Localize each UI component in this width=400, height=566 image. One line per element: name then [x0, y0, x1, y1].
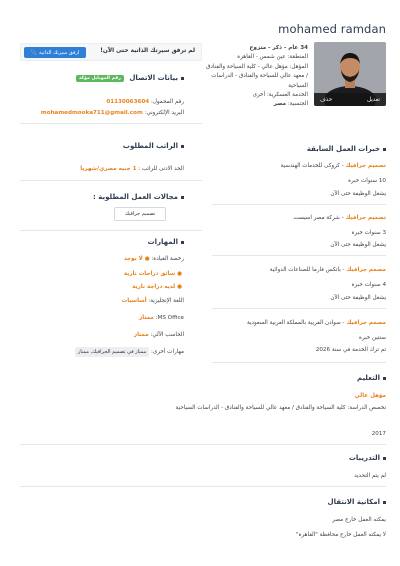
phone-verified-badge: رقم الموبايل مؤكد	[76, 75, 124, 82]
experience-item-4: مصمم جرافيك - سوادن الفريبة بالمملكة العربية السعودية	[246, 320, 386, 326]
owns-motorbike-row: ● لديه دراجة نارية	[132, 284, 182, 290]
education-degree: مؤهل عالي	[354, 393, 386, 399]
job-field-tag: تصميم جرافيك	[114, 207, 166, 221]
experience-item-3: مصمم جرافيك - باتكس فارما للصناعات الدوائية	[269, 267, 386, 273]
salary-row: الحد الادنى للراتب : 1 جنيه مصري/شهريا	[80, 166, 184, 172]
computer-row: الحاسب الآلي: ممتاز	[133, 332, 184, 338]
trainings-value: لم يتم التحديد	[354, 473, 386, 479]
trainings-section-title: التدريبات	[349, 454, 386, 462]
cv-missing-text: لم ترفق سيرتك الذاتية حتى الآن!	[100, 48, 195, 54]
square-bullet-icon	[383, 148, 386, 151]
square-bullet-icon	[383, 377, 386, 380]
english-row: اللغة الإنجليزية: أساسيات	[121, 298, 184, 304]
motorbike-driver-row: ● سائق دراجات نارية	[123, 271, 182, 277]
square-bullet-icon	[181, 145, 184, 148]
experience-item-1: تصميم جرافيك - كروكى للخدمات الهندسية	[280, 163, 386, 169]
contact-section-title: بيانات الاتصال رقم الموبايل مؤكد	[76, 74, 184, 82]
cv-upload-box	[20, 43, 202, 61]
profile-name: mohamed ramdan	[278, 22, 386, 36]
experience-item-2: تصميم جرافيك - شركة مصر اسيست	[293, 215, 386, 221]
phone-value[interactable]: 01130063604	[106, 99, 150, 105]
education-major: تخصص الدراسة: كلية السياحة والفنادق / معهد عالي للسياحة والفنادق - الدراسات السياحية	[175, 405, 386, 411]
mobility-line-1: يمكنه العمل خارج مصر	[332, 517, 386, 523]
attach-cv-button[interactable]: 📎 ارفق سيرتك الذاتية	[24, 47, 86, 58]
email-row: البريد الإلكتروني: mohamedmooka711@gmail.com	[40, 110, 184, 116]
job-fields-section-title: مجالات العمل المطلوبة :	[93, 193, 184, 201]
license-row: رخصة القيادة: ● لا يوجد	[123, 256, 184, 262]
mobility-line-2: لا يمكنه العمل خارج محافظة "القاهرة"	[295, 532, 386, 538]
personal-info: 34 عام - ذكر - متزوج المنطقة: عين شمس - القاهرة المؤهل: مؤهل عالي - كلية السياحة والفنادق / معهد عالي للسياحة والفنادق - الدراسات السياحية الخدمة العسكرية: أخرى الجنسية: مصر	[203, 44, 308, 110]
email-value[interactable]: mohamedmooka711@gmail.com	[40, 110, 143, 116]
square-bullet-icon	[383, 501, 386, 504]
square-bullet-icon	[383, 457, 386, 460]
age-line: 34 عام - ذكر - متزوج	[249, 45, 308, 51]
edit-photo-button[interactable]: تعديل	[367, 96, 380, 103]
ms-office-row: MS Office: ممتاز	[139, 315, 184, 321]
square-bullet-icon	[181, 77, 184, 80]
education-year: 2017	[371, 431, 386, 437]
phone-row: رقم المحمول: 01130063604	[106, 99, 184, 105]
paperclip-icon: 📎	[30, 49, 38, 56]
mobility-section-title: امكانية الانتقال	[328, 498, 386, 506]
other-skills-row: مهارات أخرى: ممتاز في تصميم الجرافيك, ممتاز	[75, 347, 184, 357]
square-bullet-icon	[181, 196, 184, 199]
delete-photo-button[interactable]: حذف	[320, 96, 333, 103]
skills-section-title: المهارات	[148, 238, 184, 246]
education-section-title: التعليم	[357, 374, 386, 382]
profile-photo	[314, 42, 386, 106]
experience-section-title: خبرات العمل السابقة	[307, 145, 386, 153]
salary-section-title: الراتب المطلوب	[123, 142, 184, 150]
square-bullet-icon	[181, 241, 184, 244]
